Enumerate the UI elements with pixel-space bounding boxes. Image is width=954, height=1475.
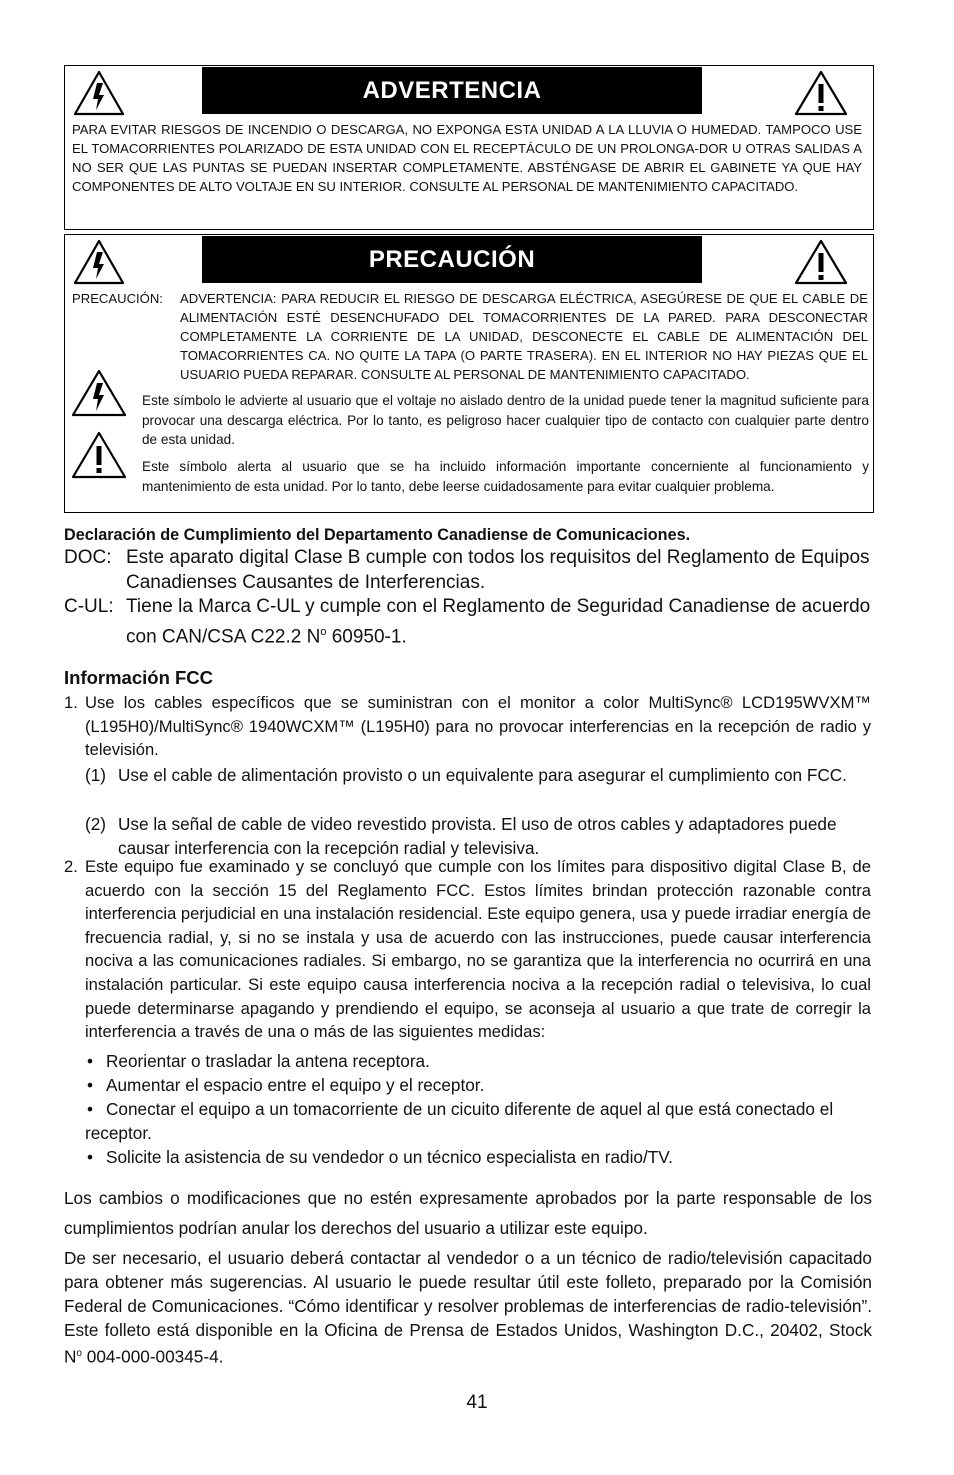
exclamation-icon: [794, 70, 848, 116]
fcc-bullet-text: Solicite la asistencia de su vendedor o un técnico especialista en radio/TV.: [106, 1147, 673, 1167]
cul-text-main: Tiene la Marca C-UL y cumple con el Reglamento de Seguridad Canadiense de acuerdo con CAN/CSA C22.2 N: [126, 596, 871, 647]
doc-term: DOC:: [64, 547, 112, 568]
bullet-dot: •: [87, 1075, 94, 1095]
bullet-dot: •: [87, 1147, 94, 1167]
exclamation-icon: [794, 239, 848, 285]
high-voltage-symbol-icon: [71, 369, 127, 417]
fcc-title: Información FCC: [64, 667, 214, 688]
fcc-subitem-1-number: (1): [85, 765, 107, 785]
caution-text: ADVERTENCIA: PARA REDUCIR EL RIESGO DE DESCARGA ELÉCTRICA, ASEGÚRESE DE QUE EL CABLE DE ALIMENTACIÓN ESTÉ DESENCHUFADO DEL TOMACORRIENTES DE LA PARED. PARA DESCONECTAR COMPLETAMENTE LA CORRIENTE DE LA UNIDAD, DESCONECTE EL CABLE DE ALIMENTACIÓN DEL TOMACORRIENTES CA. NO QUITE LA TAPA (O PARTE TRASERA). EN EL INTERIOR NO HAY PIEZAS QUE EL USUARIO PUEDA REPARAR. CONSULTE AL PERSONAL DE MANTENIMIENTO CAPACITADO.: [180, 291, 868, 382]
voltage-symbol-description: Este símbolo le advierte al usuario que el voltaje no aislado dentro de la unidad puede tener la magnitud suficiente para provocar una descarga eléctrica. Por lo tanto, es peligroso hacer cualquier tipo de contacto con cualquier parte dentro de esta unidad.: [142, 393, 869, 447]
warning-text: PARA EVITAR RIESGOS DE INCENDIO O DESCARGA, NO EXPONGA ESTA UNIDAD A LA LLUVIA O HUMEDAD. TAMPOCO USE EL TOMACORRIENTES POLARIZADO DE ESTA UNIDAD CON EL RECEPTÁCULO DE UN PROLONGA-DOR U OTRAS SALIDAS A NO SER QUE LAS PUNTAS SE PUEDAN INSERTAR COMPLETAMENTE. ABSTÉNGASE DE ABRIR EL GABINETE YA QUE HAY COMPONENTES DE ALTO VOLTAJE EN SU INTERIOR. CONSULTE AL PERSONAL DE MANTENIMIENTO CAPACITADO.: [72, 122, 862, 194]
modifications-paragraph: Los cambios o modificaciones que no estén expresamente aprobados por la parte responsable de los cumplimientos podrían anular los derechos del usuario a utilizar este equipo.: [64, 1188, 872, 1238]
stock-number-sup: o: [76, 1348, 82, 1359]
cul-text-tail: 60950-1.: [326, 625, 407, 647]
cul-number-sup: o: [320, 625, 327, 638]
warning-box: [64, 65, 874, 230]
fcc-subitem-2-number: (2): [85, 814, 107, 834]
fcc-bullet-text: Conectar el equipo a un tomacorriente de un cicuito diferente de aquel al que está conectado el receptor.: [85, 1099, 834, 1144]
bullet-dot: •: [87, 1099, 94, 1119]
fcc-item-2-number: 2.: [64, 857, 78, 876]
high-voltage-icon: [73, 239, 125, 285]
cul-text: [126, 595, 876, 649]
caution-box: [64, 234, 874, 513]
fcc-item-1-text: Use los cables específicos que se suministran con el monitor a color MultiSync® LCD195WVXM™ (L195H0)/MultiSync® 1940WCXM™ (L195H0) para no provocar interferencias en la recepción de radio y televisión.: [85, 693, 871, 760]
fcc-bullet-text: Aumentar el espacio entre el equipo y el receptor.: [106, 1075, 485, 1095]
warning-title: ADVERTENCIA: [202, 67, 702, 114]
fcc-item-1-number: 1.: [64, 693, 78, 712]
declaration-heading: Declaración de Cumplimiento del Departamento Canadiense de Comunicaciones.: [64, 526, 691, 544]
booklet-paragraph: [64, 1246, 872, 1369]
caution-title: PRECAUCIÓN: [202, 236, 702, 283]
fcc-item-2-text: Este equipo fue examinado y se concluyó que cumple con los límites para dispositivo digital Clase B, de acuerdo con la sección 15 del Reglamento FCC. Estos límites brindan protección razonable contra interferencia perjudicial en una instalación residencial. Este equipo genera, usa y puede irradiar energía de frecuencia radial, y, si no se instala y usa de acuerdo con las instrucciones, puede causar interferencia nociva a las comunicaciones radiales. Si embargo, no se garantiza que la interferencia no ocurrirá en una instalación particular. Si este equipo causa interferencia nociva a la recepción radial o televisiva, lo cual puede determinarse apagando y prendiendo el equipo, se aconseja al usuario a que trate de corregir la interferencia a través de una o más de las siguientes medidas:: [85, 857, 871, 1042]
booklet-paragraph-tail: 004-000-00345-4.: [81, 1346, 224, 1367]
info-symbol-description: Este símbolo alerta al usuario que se ha incluido información importante concerniente al funcionamiento y mantenimiento de esta unidad. Por lo tanto, debe leerse cuidadosamente para evitar cualquier problema.: [142, 459, 869, 494]
booklet-paragraph-main: De ser necesario, el usuario deberá contactar al vendedor o a un técnico de radio/televisión capacitado para obtener más sugerencias. Al usuario le puede resultar útil este folleto, preparado por la Comisión Federal de Comunicaciones. “Cómo identificar y resolver problemas de interferencias de radio-televisión”. Este folleto está disponible en la Oficina de Prensa de Estados Unidos, Washington D.C., 20402, Stock N: [64, 1248, 872, 1367]
fcc-subitem-2-text: Use la señal de cable de video revestido provista. El uso de otros cables y adaptadores puede causar interferencia con la recepción radial y televisiva.: [118, 814, 837, 859]
doc-text: Este aparato digital Clase B cumple con todos los requisitos del Reglamento de Equipos Canadienses Causantes de Interferencias.: [126, 547, 870, 593]
fcc-bullet-text: Reorientar o trasladar la antena receptora.: [106, 1051, 430, 1071]
fcc-subitem-1-text: Use el cable de alimentación provisto o un equivalente para asegurar el cumplimiento con FCC.: [118, 765, 847, 785]
exclamation-symbol-icon: [71, 431, 127, 479]
high-voltage-icon: [73, 70, 125, 116]
caution-label: PRECAUCIÓN:: [72, 291, 163, 306]
cul-term: C-UL:: [64, 596, 114, 617]
page-number: 41: [466, 1392, 488, 1413]
bullet-dot: •: [87, 1051, 94, 1071]
